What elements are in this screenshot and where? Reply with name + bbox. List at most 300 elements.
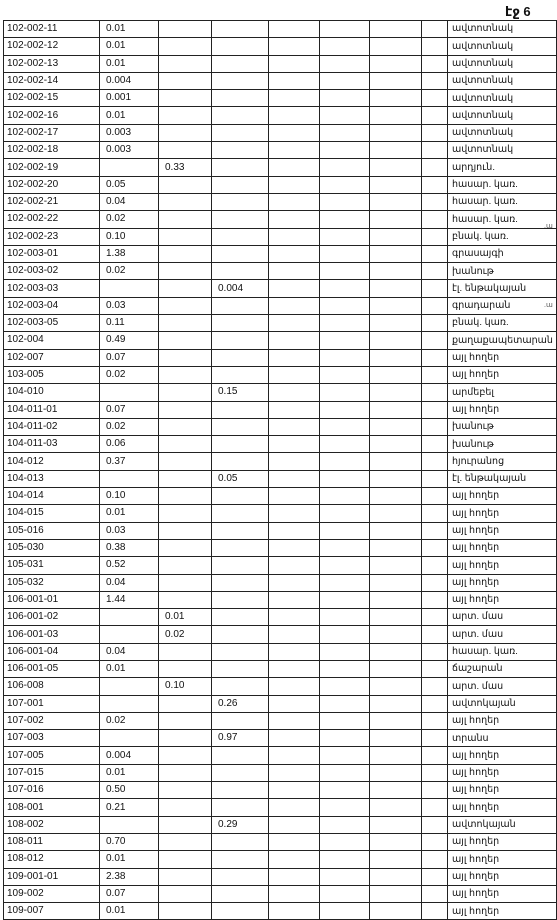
area-col-1-cell: 0.004 — [100, 747, 159, 764]
area-col-1-cell: 0.49 — [100, 332, 159, 349]
table-row — [4, 315, 557, 332]
area-col-4-cell — [269, 747, 320, 764]
area-col-7-cell — [422, 574, 448, 591]
land-use-cell: ավտոտնակ — [448, 38, 557, 55]
land-use-cell: արտ. մաս — [448, 678, 557, 695]
table-row — [4, 591, 557, 608]
area-col-7-cell — [422, 678, 448, 695]
area-col-2-cell — [159, 851, 212, 868]
table-row — [4, 453, 557, 470]
area-col-4-cell — [269, 712, 320, 729]
area-col-3-cell — [212, 522, 269, 539]
area-col-3-cell — [212, 799, 269, 816]
area-col-3-cell — [212, 263, 269, 280]
parcel-code-cell: 102-002-16 — [4, 107, 100, 124]
area-col-6-cell — [370, 280, 422, 297]
area-col-3-cell — [212, 488, 269, 505]
area-col-4-cell — [269, 332, 320, 349]
table-row — [4, 245, 557, 262]
area-col-6-cell — [370, 799, 422, 816]
land-use-cell: այլ հողեր — [448, 505, 557, 522]
area-col-5-cell — [320, 470, 370, 487]
area-col-3-cell — [212, 868, 269, 885]
area-col-5-cell — [320, 349, 370, 366]
area-col-5-cell — [320, 142, 370, 159]
area-col-4-cell — [269, 297, 320, 314]
area-col-7-cell — [422, 868, 448, 885]
land-use-cell: հասար. կառ. — [448, 176, 557, 193]
land-use-cell: արտ. մաս — [448, 609, 557, 626]
land-use-cell: տրանս — [448, 730, 557, 747]
parcel-code-cell: 104-011-03 — [4, 436, 100, 453]
area-col-3-cell — [212, 436, 269, 453]
area-col-4-cell — [269, 885, 320, 902]
area-col-1-cell: 0.07 — [100, 401, 159, 418]
area-col-5-cell — [320, 488, 370, 505]
area-col-6-cell — [370, 591, 422, 608]
parcel-code-cell: 102-002-17 — [4, 124, 100, 141]
area-col-3-cell — [212, 124, 269, 141]
area-col-4-cell — [269, 263, 320, 280]
area-col-4-cell — [269, 72, 320, 89]
area-col-1-cell: 0.01 — [100, 660, 159, 677]
area-col-7-cell — [422, 799, 448, 816]
area-col-1-cell: 0.04 — [100, 574, 159, 591]
area-col-7-cell — [422, 366, 448, 383]
parcel-code-cell: 107-015 — [4, 764, 100, 781]
area-col-7-cell — [422, 695, 448, 712]
area-col-2-cell — [159, 366, 212, 383]
area-col-1-cell — [100, 626, 159, 643]
area-col-1-cell: 0.10 — [100, 228, 159, 245]
area-col-1-cell: 0.04 — [100, 643, 159, 660]
area-col-2-cell — [159, 436, 212, 453]
area-col-7-cell — [422, 747, 448, 764]
area-col-4-cell — [269, 21, 320, 38]
area-col-6-cell — [370, 418, 422, 435]
table-row — [4, 38, 557, 55]
area-col-1-cell: 0.10 — [100, 488, 159, 505]
area-col-5-cell — [320, 747, 370, 764]
table-row — [4, 505, 557, 522]
land-use-cell: այլ հողեր — [448, 557, 557, 574]
parcel-code-cell: 102-002-13 — [4, 55, 100, 72]
area-col-3-cell: 0.15 — [212, 384, 269, 401]
area-col-7-cell — [422, 176, 448, 193]
area-col-6-cell — [370, 574, 422, 591]
area-col-5-cell — [320, 124, 370, 141]
table-row — [4, 349, 557, 366]
area-col-4-cell — [269, 816, 320, 833]
area-col-2-cell — [159, 211, 212, 228]
area-col-7-cell — [422, 418, 448, 435]
area-col-3-cell — [212, 851, 269, 868]
land-use-cell: հասար. կառ. — [448, 193, 557, 210]
area-col-1-cell: 0.01 — [100, 851, 159, 868]
area-col-2-cell — [159, 712, 212, 729]
area-col-3-cell — [212, 228, 269, 245]
area-col-3-cell — [212, 453, 269, 470]
table-row — [4, 643, 557, 660]
table-row — [4, 833, 557, 850]
area-col-6-cell — [370, 228, 422, 245]
area-col-7-cell — [422, 21, 448, 38]
area-col-4-cell — [269, 782, 320, 799]
land-use-cell: ավտոտնակ — [448, 21, 557, 38]
area-col-6-cell — [370, 436, 422, 453]
area-col-5-cell — [320, 211, 370, 228]
land-use-cell: խանութ — [448, 436, 557, 453]
area-col-6-cell — [370, 211, 422, 228]
table-row — [4, 799, 557, 816]
area-col-7-cell — [422, 297, 448, 314]
table-row — [4, 193, 557, 210]
area-col-5-cell — [320, 90, 370, 107]
table-row — [4, 660, 557, 677]
area-col-1-cell: 0.05 — [100, 176, 159, 193]
area-col-7-cell — [422, 142, 448, 159]
area-col-7-cell — [422, 384, 448, 401]
land-use-cell: արդյուն. — [448, 159, 557, 176]
area-col-6-cell — [370, 557, 422, 574]
area-col-7-cell — [422, 833, 448, 850]
parcel-code-cell: 104-014 — [4, 488, 100, 505]
parcel-code-cell: 102-002-21 — [4, 193, 100, 210]
area-col-5-cell — [320, 436, 370, 453]
area-col-7-cell — [422, 851, 448, 868]
area-col-1-cell — [100, 816, 159, 833]
area-col-1-cell: 2.38 — [100, 868, 159, 885]
area-col-6-cell — [370, 539, 422, 556]
table-row — [4, 90, 557, 107]
area-col-5-cell — [320, 315, 370, 332]
table-row — [4, 124, 557, 141]
area-col-2-cell — [159, 245, 212, 262]
area-col-2-cell — [159, 263, 212, 280]
area-col-4-cell — [269, 643, 320, 660]
table-row — [4, 885, 557, 902]
area-col-5-cell — [320, 21, 370, 38]
area-col-7-cell — [422, 349, 448, 366]
table-row — [4, 436, 557, 453]
area-col-5-cell — [320, 591, 370, 608]
area-col-4-cell — [269, 245, 320, 262]
area-col-3-cell — [212, 660, 269, 677]
parcel-code-cell: 109-002 — [4, 885, 100, 902]
area-col-4-cell — [269, 799, 320, 816]
parcel-code-cell: 103-005 — [4, 366, 100, 383]
land-use-cell: ճաշարան — [448, 660, 557, 677]
area-col-6-cell — [370, 660, 422, 677]
area-col-5-cell — [320, 72, 370, 89]
area-col-6-cell — [370, 193, 422, 210]
table-row — [4, 384, 557, 401]
area-col-3-cell — [212, 782, 269, 799]
area-col-7-cell — [422, 539, 448, 556]
area-col-4-cell — [269, 833, 320, 850]
area-col-7-cell — [422, 401, 448, 418]
area-col-2-cell — [159, 885, 212, 902]
land-use-cell: էլ. ենթակայան — [448, 280, 557, 297]
land-use-cell: գրասայգի — [448, 245, 557, 262]
area-col-2-cell — [159, 782, 212, 799]
area-col-3-cell — [212, 38, 269, 55]
area-col-6-cell — [370, 176, 422, 193]
land-use-cell: հյուրանոց — [448, 453, 557, 470]
area-col-1-cell — [100, 159, 159, 176]
area-col-1-cell: 0.003 — [100, 142, 159, 159]
area-col-2-cell — [159, 332, 212, 349]
parcel-code-cell: 109-001-01 — [4, 868, 100, 885]
area-col-3-cell — [212, 55, 269, 72]
area-col-2-cell — [159, 643, 212, 660]
area-col-2-cell: 0.02 — [159, 626, 212, 643]
parcel-code-cell: 102-003-03 — [4, 280, 100, 297]
area-col-6-cell — [370, 107, 422, 124]
area-col-7-cell — [422, 315, 448, 332]
table-row — [4, 712, 557, 729]
parcel-code-cell: 109-007 — [4, 903, 100, 920]
area-col-4-cell — [269, 591, 320, 608]
land-use-cell: այլ հողեր — [448, 539, 557, 556]
table-row — [4, 626, 557, 643]
area-col-5-cell — [320, 885, 370, 902]
area-col-7-cell — [422, 245, 448, 262]
parcel-code-cell: 102-002-18 — [4, 142, 100, 159]
area-col-7-cell — [422, 885, 448, 902]
area-col-3-cell — [212, 833, 269, 850]
land-use-cell: հասար. կառ. — [448, 643, 557, 660]
area-col-6-cell — [370, 833, 422, 850]
area-col-6-cell — [370, 401, 422, 418]
parcel-code-cell: 104-013 — [4, 470, 100, 487]
parcel-code-cell: 104-015 — [4, 505, 100, 522]
land-use-cell: գրադարան — [448, 297, 557, 314]
area-col-4-cell — [269, 211, 320, 228]
land-use-cell: այլ հողեր — [448, 903, 557, 920]
area-col-6-cell — [370, 505, 422, 522]
area-col-4-cell — [269, 107, 320, 124]
area-col-1-cell: 0.02 — [100, 418, 159, 435]
area-col-6-cell — [370, 90, 422, 107]
area-col-3-cell — [212, 643, 269, 660]
area-col-2-cell — [159, 38, 212, 55]
parcel-code-cell: 102-002-15 — [4, 90, 100, 107]
table-row — [4, 851, 557, 868]
area-col-6-cell — [370, 159, 422, 176]
area-col-5-cell — [320, 418, 370, 435]
area-col-5-cell — [320, 903, 370, 920]
area-col-1-cell: 0.37 — [100, 453, 159, 470]
area-col-4-cell — [269, 903, 320, 920]
margin-mark: .ա — [544, 223, 553, 230]
area-col-7-cell — [422, 55, 448, 72]
parcel-code-cell: 104-010 — [4, 384, 100, 401]
area-col-3-cell: 0.97 — [212, 730, 269, 747]
area-col-7-cell — [422, 107, 448, 124]
area-col-3-cell — [212, 21, 269, 38]
parcel-code-cell: 106-008 — [4, 678, 100, 695]
area-col-5-cell — [320, 297, 370, 314]
table-row — [4, 366, 557, 383]
area-col-4-cell — [269, 488, 320, 505]
area-col-2-cell — [159, 470, 212, 487]
land-use-cell: ավտոտնակ — [448, 142, 557, 159]
table-row — [4, 107, 557, 124]
area-col-2-cell — [159, 21, 212, 38]
area-col-5-cell — [320, 38, 370, 55]
area-col-2-cell — [159, 833, 212, 850]
area-col-3-cell — [212, 418, 269, 435]
table-row — [4, 21, 557, 38]
land-use-cell: այլ հողեր — [448, 366, 557, 383]
area-col-2-cell — [159, 280, 212, 297]
land-use-cell: այլ հողեր — [448, 885, 557, 902]
area-col-1-cell: 0.07 — [100, 885, 159, 902]
area-col-5-cell — [320, 868, 370, 885]
area-col-4-cell — [269, 539, 320, 556]
area-col-5-cell — [320, 643, 370, 660]
area-col-4-cell — [269, 626, 320, 643]
area-col-2-cell — [159, 384, 212, 401]
parcel-code-cell: 106-001-05 — [4, 660, 100, 677]
area-col-6-cell — [370, 643, 422, 660]
area-col-6-cell — [370, 297, 422, 314]
area-col-7-cell — [422, 609, 448, 626]
area-col-6-cell — [370, 678, 422, 695]
area-col-7-cell — [422, 470, 448, 487]
land-use-cell: ավտոկայան — [448, 695, 557, 712]
land-use-cell: ավտոկայան — [448, 816, 557, 833]
area-col-3-cell — [212, 401, 269, 418]
area-col-1-cell: 0.02 — [100, 712, 159, 729]
parcel-code-cell: 108-001 — [4, 799, 100, 816]
area-col-1-cell: 0.04 — [100, 193, 159, 210]
area-col-5-cell — [320, 505, 370, 522]
area-col-7-cell — [422, 90, 448, 107]
area-col-6-cell — [370, 885, 422, 902]
area-col-3-cell — [212, 747, 269, 764]
table-row — [4, 228, 557, 245]
area-col-5-cell — [320, 626, 370, 643]
area-col-6-cell — [370, 263, 422, 280]
area-col-3-cell — [212, 72, 269, 89]
area-col-4-cell — [269, 176, 320, 193]
area-col-1-cell: 0.52 — [100, 557, 159, 574]
parcel-code-cell: 102-002-14 — [4, 72, 100, 89]
area-col-2-cell — [159, 228, 212, 245]
area-col-1-cell: 0.38 — [100, 539, 159, 556]
area-col-4-cell — [269, 436, 320, 453]
area-col-1-cell: 0.02 — [100, 263, 159, 280]
parcel-code-cell: 102-002-20 — [4, 176, 100, 193]
area-col-4-cell — [269, 384, 320, 401]
land-use-cell: խանութ — [448, 418, 557, 435]
parcel-code-cell: 108-012 — [4, 851, 100, 868]
area-col-4-cell — [269, 695, 320, 712]
area-col-3-cell — [212, 764, 269, 781]
area-col-3-cell — [212, 107, 269, 124]
area-col-3-cell: 0.26 — [212, 695, 269, 712]
land-use-cell: ավտոտնակ — [448, 107, 557, 124]
table-row — [4, 609, 557, 626]
parcel-code-cell: 106-001-01 — [4, 591, 100, 608]
area-col-3-cell — [212, 245, 269, 262]
area-col-2-cell — [159, 401, 212, 418]
parcel-code-cell: 102-002-23 — [4, 228, 100, 245]
parcel-code-cell: 102-007 — [4, 349, 100, 366]
table-row — [4, 730, 557, 747]
land-use-cell: քաղաքապետարան — [448, 332, 557, 349]
table-row — [4, 782, 557, 799]
table-row — [4, 903, 557, 920]
parcel-code-cell: 104-011-02 — [4, 418, 100, 435]
parcel-code-cell: 102-002-11 — [4, 21, 100, 38]
area-col-4-cell — [269, 280, 320, 297]
area-col-5-cell — [320, 401, 370, 418]
parcel-code-cell: 106-001-03 — [4, 626, 100, 643]
area-col-5-cell — [320, 695, 370, 712]
area-col-3-cell — [212, 574, 269, 591]
parcel-code-cell: 102-004 — [4, 332, 100, 349]
area-col-2-cell — [159, 142, 212, 159]
area-col-3-cell — [212, 90, 269, 107]
area-col-2-cell — [159, 591, 212, 608]
area-col-2-cell: 0.10 — [159, 678, 212, 695]
area-col-2-cell — [159, 764, 212, 781]
area-col-4-cell — [269, 401, 320, 418]
area-col-4-cell — [269, 730, 320, 747]
land-use-cell: այլ հողեր — [448, 349, 557, 366]
table-row — [4, 211, 557, 228]
area-col-7-cell — [422, 228, 448, 245]
area-col-3-cell: 0.05 — [212, 470, 269, 487]
land-use-cell: արմեբել — [448, 384, 557, 401]
area-col-7-cell — [422, 453, 448, 470]
area-col-6-cell — [370, 851, 422, 868]
area-col-6-cell — [370, 349, 422, 366]
area-col-6-cell — [370, 315, 422, 332]
area-col-5-cell — [320, 522, 370, 539]
table-row — [4, 522, 557, 539]
area-col-2-cell — [159, 730, 212, 747]
area-col-5-cell — [320, 280, 370, 297]
area-col-5-cell — [320, 678, 370, 695]
land-use-cell: այլ հողեր — [448, 712, 557, 729]
area-col-3-cell — [212, 505, 269, 522]
area-col-4-cell — [269, 678, 320, 695]
area-col-3-cell — [212, 297, 269, 314]
area-col-2-cell — [159, 193, 212, 210]
area-col-7-cell — [422, 764, 448, 781]
area-col-2-cell — [159, 297, 212, 314]
area-col-5-cell — [320, 851, 370, 868]
table-row — [4, 574, 557, 591]
margin-mark: .ա — [544, 302, 553, 309]
area-col-3-cell — [212, 193, 269, 210]
area-col-4-cell — [269, 366, 320, 383]
land-use-cell: այլ հողեր — [448, 574, 557, 591]
table-row — [4, 263, 557, 280]
area-col-3-cell — [212, 366, 269, 383]
area-col-5-cell — [320, 228, 370, 245]
area-col-7-cell — [422, 124, 448, 141]
area-col-5-cell — [320, 833, 370, 850]
area-col-6-cell — [370, 384, 422, 401]
area-col-1-cell: 0.70 — [100, 833, 159, 850]
area-col-7-cell — [422, 436, 448, 453]
area-col-3-cell — [212, 903, 269, 920]
